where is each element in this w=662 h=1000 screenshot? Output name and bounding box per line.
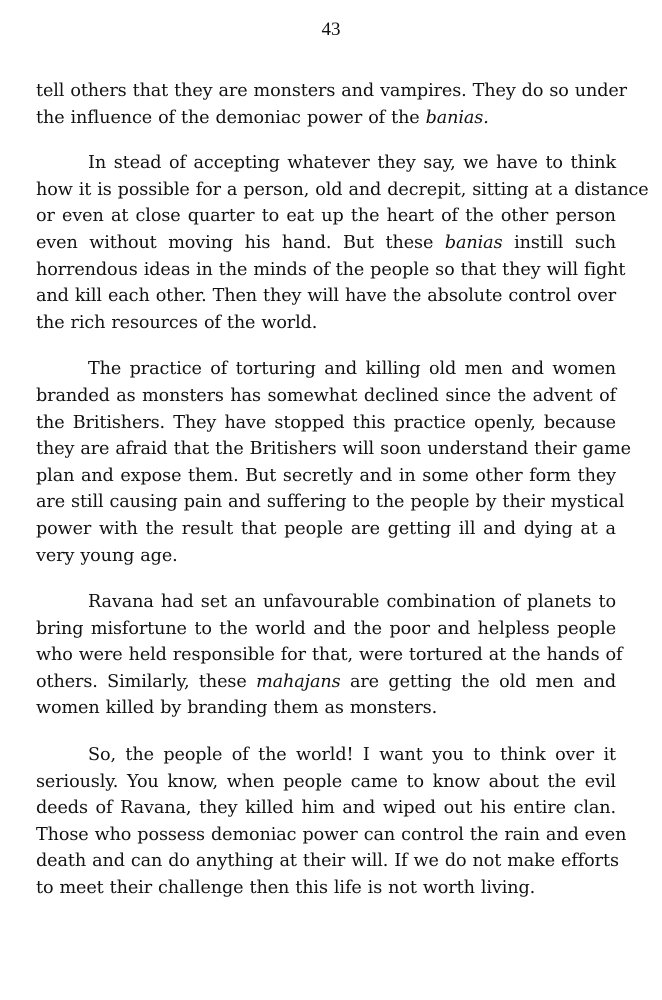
text-line: others. Similarly, these mahajans are getting the old men and <box>36 671 617 692</box>
paragraph <box>36 589 623 722</box>
text-line: or even at close quarter to eat up the heart of the other person <box>36 206 616 227</box>
text-line: deeds of Ravana, they killed him and wiped out his entire clan. <box>36 798 617 819</box>
text-line: who were held responsible for that, were tortured at the hands of <box>36 645 623 666</box>
text-line: even without moving his hand. But these banias instill such <box>36 232 617 253</box>
paragraph <box>36 78 627 131</box>
text-line: plan and expose them. But secretly and in some other form they <box>36 465 616 486</box>
italic-term: banias <box>444 232 503 253</box>
page-number: 43 <box>321 19 341 40</box>
text-line: the rich resources of the world. <box>36 312 318 333</box>
text-line: and kill each other. Then they will have the absolute control over <box>36 286 617 307</box>
text-line: Ravana had set an unfavourable combination of planets to <box>88 592 616 613</box>
text-line: So, the people of the world! I want you to think over it <box>88 745 616 766</box>
text-line: are still causing pain and suffering to the people by their mystical <box>36 492 625 513</box>
text-line: to meet their challenge then this life is not worth living. <box>36 878 536 899</box>
italic-term: banias. <box>425 107 489 128</box>
text-line: very young age. <box>36 545 178 566</box>
text-line: seriously. You know, when people came to know about the evil <box>36 771 616 792</box>
text-line: In stead of accepting whatever they say, we have to think <box>88 153 617 174</box>
text-line: they are afraid that the Britishers will soon understand their game <box>36 439 631 460</box>
text-line: death and can do anything at their will. If we do not make efforts <box>36 851 619 872</box>
paragraph <box>36 150 649 336</box>
text-line: the influence of the demoniac power of the banias. <box>36 107 489 128</box>
paragraph <box>36 356 631 569</box>
text-line: tell others that they are monsters and vampires. They do so under <box>36 81 627 101</box>
text-line: horrendous ideas in the minds of the people so that they will fight <box>36 259 626 280</box>
italic-term: mahajans <box>256 671 341 692</box>
text-line: Those who possess demoniac power can control the rain and even <box>36 824 627 845</box>
text-line: The practice of torturing and killing old men and women <box>88 359 616 380</box>
paragraph <box>36 742 627 902</box>
text-line: women killed by branding them as monsters. <box>36 698 438 719</box>
text-line: power with the result that people are getting ill and dying at a <box>36 518 616 539</box>
text-line: the Britishers. They have stopped this practice openly, because <box>36 412 616 433</box>
text-line: how it is possible for a person, old and decrepit, sitting at a distance <box>36 179 649 200</box>
body-text <box>36 78 649 922</box>
text-line: branded as monsters has somewhat declined since the advent of <box>36 385 616 406</box>
text-line: bring misfortune to the world and the poor and helpless people <box>36 618 617 639</box>
